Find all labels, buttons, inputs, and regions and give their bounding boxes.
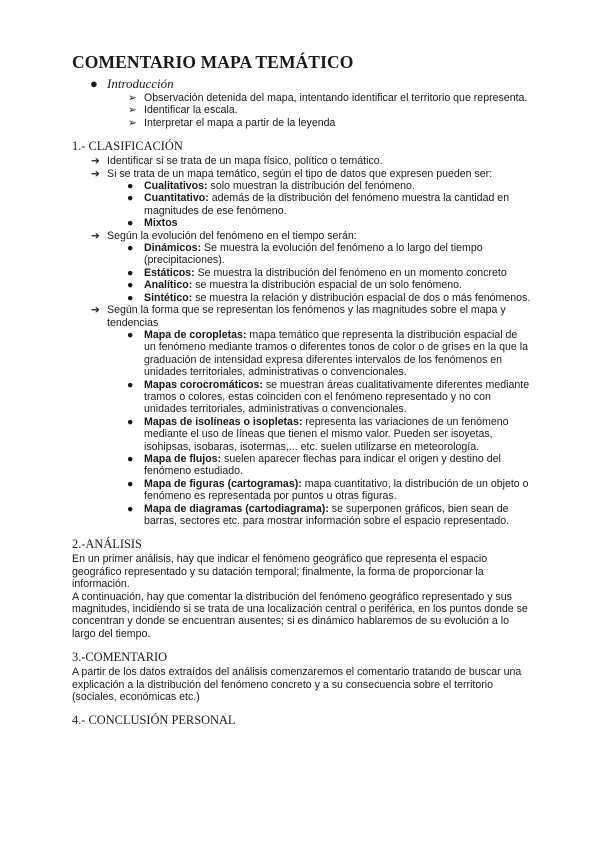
arrow-right-icon: ➔ — [91, 167, 100, 180]
list-item: ● Mixtos — [127, 217, 178, 230]
section-heading-clasificacion: 1.- CLASIFICACIÓN — [72, 139, 183, 154]
bullet-icon: ● — [127, 502, 134, 515]
list-item: ➔ Según la forma que se representan los fenómenos y las magnitudes sobre el mapa y tendencias ● Mapa de coropletas: mapa temático que representa la distribución espacial de un fenómeno mediante tramos o diferentes tonos de color o de grises en la que la graduación de intensidad expresa diferentes intervalos de los fenómenos en unidades territoriales, administrativas o convencionales. ● Mapas corocromáticos: se muestran áreas cualitativamente diferentes mediante tramos o colores, estas coinciden con el fenómeno representado y no con unidades territoriales, administrativas o convencionales. ● Mapas de isolíneas o isopletas: representa las variaciones de un fenómeno mediante el uso de líneas que tienen el mismo valor. Pueden ser isoyetas, isohipsas, isobaras, isotermas,... etc. suelen utilizarse en meteorología. ● Mapa de flujos: suelen aparecer flechas para indicar el origen y destino del fenómeno estudiado. ● Mapa de figuras (cartogramas): mapa cuantitativo, la distribución de un objeto o fenómeno es representada por puntos u otras figuras. ● Mapa de diagramas (cartodiagrama): se superponen gráficos, bien sean de barras, sectores etc. para mostrar información sobre el espacio representado. — [91, 304, 532, 527]
list-item: ● Mapas corocromáticos: se muestran áreas cualitativamente diferentes mediante tramos o colores, estas coinciden con el fenómeno representado y no con unidades territoriales, administrativas o convencionales. — [127, 378, 530, 416]
document-page — [72, 52, 532, 729]
analisis-paragraph-2: A continuación, hay que comentar la distribución del fenómeno geográfico representado y sus magnitudes, incidiendo si se trata de una localización central o periférica, en los puntos donde se concentran y donde se encuentran ausentes; si es dinámico hablaremos de su evolución a lo largo del tiempo. — [72, 590, 528, 640]
bullet-icon: ● — [127, 279, 134, 292]
bullet-icon: ● — [127, 180, 134, 193]
list-item: ● Cuantitativo: además de la distribución del fenómeno muestra la cantidad en magnitudes de ese fenómeno. — [127, 192, 510, 217]
arrow-right-icon: ➔ — [91, 229, 100, 242]
section-heading-conclusion: 4.- CONCLUSIÓN PERSONAL — [72, 713, 236, 728]
list-item: ➔ Según la evolución del fenómeno en el tiempo serán: ● Dinámicos: Se muestra la evolución del fenómeno a lo largo del tiempo (precipitaciones). ● Estáticos: Se muestra la distribución del fenómeno en un momento concreto ● Analítico: se muestra la distribución espacial de un solo fenómeno. ● Sintético: se muestra la relación y distribución espacial de dos o más fenómenos. — [91, 229, 531, 304]
list-item: ➢ Identificar la escala. — [128, 104, 238, 117]
list-item: ● Dinámicos: Se muestra la evolución del fenómeno a lo largo del tiempo (precipitaciones). — [127, 242, 483, 267]
analisis-paragraph-1: En un primer análisis, hay que indicar el fenómeno geográfico que representa el espacio geográfico representado y su datación temporal; finalmente, la forma de proporcionar la información. — [72, 553, 488, 591]
arrowhead-icon: ➢ — [128, 104, 137, 117]
section-heading-comentario: 3.-COMENTARIO — [72, 650, 168, 665]
bullet-icon: ● — [127, 415, 134, 428]
arrow-right-icon: ➔ — [91, 304, 100, 317]
list-item: ● Sintético: se muestra la relación y distribución espacial de dos o más fenómenos. — [127, 291, 531, 304]
intro-list — [128, 92, 532, 129]
list-item: ➢ Interpretar el mapa a partir de la leyenda — [128, 116, 336, 129]
formas-list — [125, 329, 532, 528]
list-item: ● Mapa de coropletas: mapa temático que representa la distribución espacial de un fenómeno mediante tramos o diferentes tonos de color o de grises en la que la graduación de intensidad expresa diferentes intervalos de los fenómenos en unidades territoriales, administrativas o convencionales. — [127, 328, 528, 379]
section-heading-analisis: 2.-ANÁLISIS — [72, 537, 142, 552]
arrow-right-icon: ➔ — [91, 155, 100, 168]
evolucion-list — [125, 242, 532, 304]
tipos-list — [125, 180, 532, 230]
list-item: ➔ Si se trata de un mapa temático, según el tipo de datos que expresen pueden ser: ● Cualitativos: solo muestran la distribución del fenómeno. ● Cuantitativo: además de la distribución del fenómeno muestra la cantidad en magnitudes de ese fenómeno. ● Mixtos — [91, 168, 532, 230]
list-item: ● Mapa de flujos: suelen aparecer flechas para indicar el origen y destino del fenómeno estudiado. — [127, 452, 501, 478]
clasificacion-list — [91, 155, 532, 527]
bullet-icon: ● — [90, 76, 98, 91]
bullet-icon: ● — [127, 242, 134, 255]
list-item: ● Cualitativos: solo muestran la distribución del fenómeno. — [127, 180, 415, 193]
bullet-icon: ● — [127, 217, 134, 230]
page-title: COMENTARIO MAPA TEMÁTICO — [72, 52, 354, 72]
list-item: ● Mapa de diagramas (cartodiagrama): se superponen gráficos, bien sean de barras, sectores etc. para mostrar información sobre el espacio representado. — [127, 502, 510, 527]
list-item: ● Mapa de figuras (cartogramas): mapa cuantitativo, la distribución de un objeto o fenómeno es representada por puntos u otras figuras. — [127, 477, 529, 503]
bullet-icon: ● — [127, 291, 134, 304]
arrowhead-icon: ➢ — [128, 92, 137, 104]
bullet-icon: ● — [127, 477, 134, 490]
bullet-icon: ● — [127, 452, 134, 465]
intro-heading — [90, 76, 532, 92]
comentario-paragraph: A partir de los datos extraídos del análisis comenzaremos el comentario tratando de buscar una explicación a la distribución del fenómeno concreto y a su consecuencia sobre el territorio (sociales, económicas etc.) — [72, 666, 522, 704]
bullet-icon: ● — [127, 192, 134, 205]
list-item: ● Estáticos: Se muestra la distribución del fenómeno en un momento concreto — [127, 266, 507, 279]
bullet-icon: ● — [127, 328, 134, 341]
intro-heading-text: Introducción — [107, 76, 174, 91]
list-item: ➔ Identificar si se trata de un mapa físico, político o temático. — [91, 155, 383, 168]
bullet-icon: ● — [127, 378, 134, 391]
list-item: ● Mapas de isolíneas o isopletas: representa las variaciones de un fenómeno mediante el uso de líneas que tienen el mismo valor. Pueden ser isoyetas, isohipsas, isobaras, isotermas,... etc. suelen utilizarse en meteorología. — [127, 415, 509, 453]
list-item: ➢ Observación detenida del mapa, intentando identificar el territorio que representa. — [128, 92, 528, 104]
list-item: ● Analítico: se muestra la distribución espacial de un solo fenómeno. — [127, 279, 462, 292]
arrowhead-icon: ➢ — [128, 116, 137, 129]
bullet-icon: ● — [127, 266, 134, 279]
